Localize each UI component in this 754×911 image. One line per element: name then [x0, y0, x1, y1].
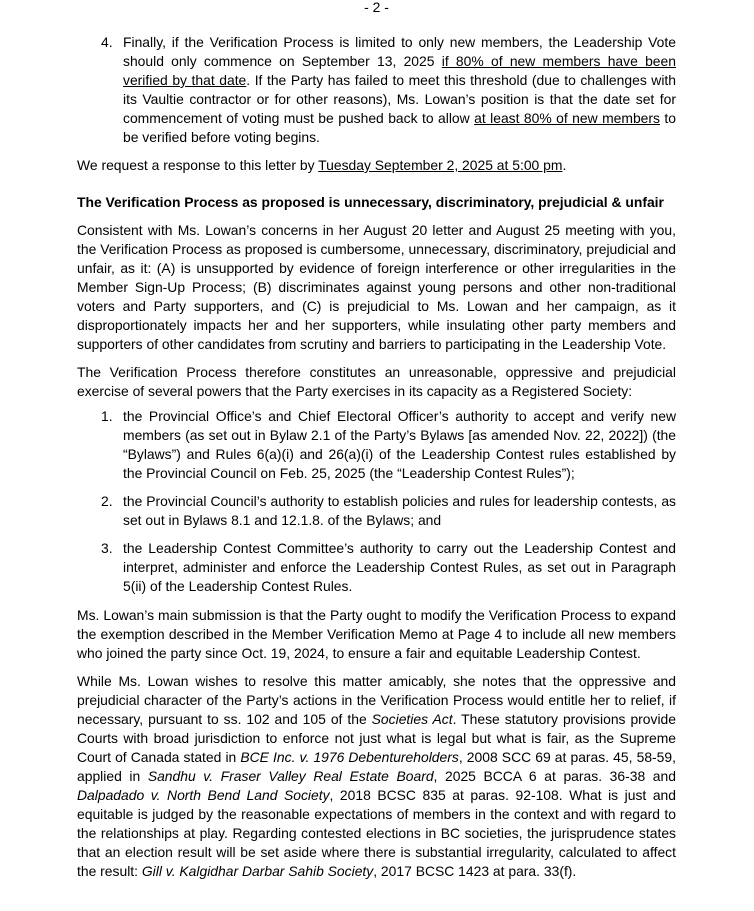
list-item — [77, 407, 676, 483]
underlined-text: at least 80% of new members — [474, 110, 660, 126]
page-number: - 2 - — [364, 0, 389, 15]
paragraph: Consistent with Ms. Lowan’s concerns in her August 20 letter and August 25 meeting with you, the Verification Process as proposed is cumbersome, unnecessary, discriminatory, prejudicial and unfair, as it: (A) is unsupported by evidence of foreign interference or other irregularities in the Member Sign-Up Process; (B) discriminates against young persons and other non-traditional voters and Party supporters, and (C) is prejudicial to Ms. Lowan and her campaign, as it disproportionately impacts her and her supporters, while insulating other party members and supporters of other candidates from scrutiny and barriers to participating in the Leadership Vote. — [77, 222, 676, 352]
list-item — [77, 539, 676, 596]
list-number: 2. — [101, 493, 113, 509]
italic-citation: Sandhu v. Fraser Valley Real Estate Board — [147, 768, 434, 784]
powers-list — [77, 407, 676, 596]
list-number: 1. — [101, 408, 113, 424]
list-item-text: the Leadership Contest Committee’s authority to carry out the Leadership Contest and interpret, administer and enforce the Leadership Contest Rules, as set out in Paragraph 5(ii) of the Leadership Contest Rules. — [123, 540, 676, 594]
paragraph: The Verification Process therefore constitutes an unreasonable, oppressive and prejudicial exercise of several powers that the Party exercises in its capacity as a Registered Society: — [77, 364, 676, 399]
list-number: 4. — [101, 34, 113, 50]
list-item-text: the Provincial Office’s and Chief Electoral Officer’s authority to accept and verify new members (as set out in Bylaw 2.1 of the Party’s Bylaws [as amended Nov. 22, 2022]) (the “Bylaws”) and Rules 6(a)(i) and 26(a)(i) of the Leadership Contest rules established by the Provincial Council on Feb. 25, 2025 (the “Leadership Contest Rules”); — [123, 408, 676, 481]
response-request: We request a response to this letter by Tuesday September 2, 2025 at 5:00 pm. — [77, 157, 567, 173]
section-heading: The Verification Process as proposed is unnecessary, discriminatory, prejudicial & unfair — [77, 194, 664, 210]
italic-citation: Gill v. Kalgidhar Darbar Sahib Society — [141, 863, 374, 879]
deadline-date: Tuesday September 2, 2025 at 5:00 pm — [318, 157, 563, 173]
paragraph: Ms. Lowan’s main submission is that the Party ought to modify the Verification Process to expand the exemption described in the Member Verification Memo at Page 4 to include all new members who joined the party since Oct. 19, 2024, to ensure a fair and equitable Leadership Contest. — [77, 607, 676, 661]
underlined-text: if 80% of new members have been verified by that date — [123, 53, 676, 88]
list-item — [77, 492, 676, 530]
paragraph: While Ms. Lowan wishes to resolve this matter amicably, she notes that the oppressive and prejudicial character of the Party’s actions in the Verification Process would entitle her to relief, if necessary, pursuant to ss. 102 and 105 of the Societies Act. These statutory provisions provide Courts with broad jurisdiction to enforce not just what is legal but what is fair, as the Supreme Court of Canada stated in BCE Inc. v. 1976 Debentureholders, 2008 SCC 69 at paras. 45, 58-59, applied in Sandhu v. Fraser Valley Real Estate Board, 2025 BCCA 6 at paras. 36-38 and Dalpadado v. North Bend Land Society, 2018 BCSC 835 at paras. 92-108. What is just and equitable is judged by the reasonable expectations of members in the context and with regard to the relationships at play. Regarding contested elections in BC societies, the jurisprudence states that an election result will be set aside where there is substantial irregularity, calculated to affect the result: Gill v. Kalgidhar Darbar Sahib Society, 2017 BCSC 1423 at para. 33(f). — [77, 673, 677, 879]
italic-citation: Societies Act — [371, 711, 453, 727]
list-item-text: the Provincial Council’s authority to establish policies and rules for leadership contests, as set out in Bylaws 8.1 and 12.1.8. of the Bylaws; and — [123, 493, 676, 528]
list-item-4 — [77, 33, 676, 147]
list-item-text: Finally, if the Verification Process is limited to only new members, the Leadership Vote should only commence on September 13, 2025 if 80% of new members have been verified by that date. If the Party has failed to meet this threshold (due to challenges with its Vaultie contractor or for other reasons), Ms. Lowan’s position is that the date set for commencement of voting must be pushed back to allow at least 80% of new members to be verified before voting begins. — [123, 34, 677, 145]
italic-citation: BCE Inc. v. 1976 Debentureholders — [240, 749, 459, 765]
italic-citation: Dalpadado v. North Bend Land Society — [77, 787, 330, 803]
list-number: 3. — [101, 540, 113, 556]
